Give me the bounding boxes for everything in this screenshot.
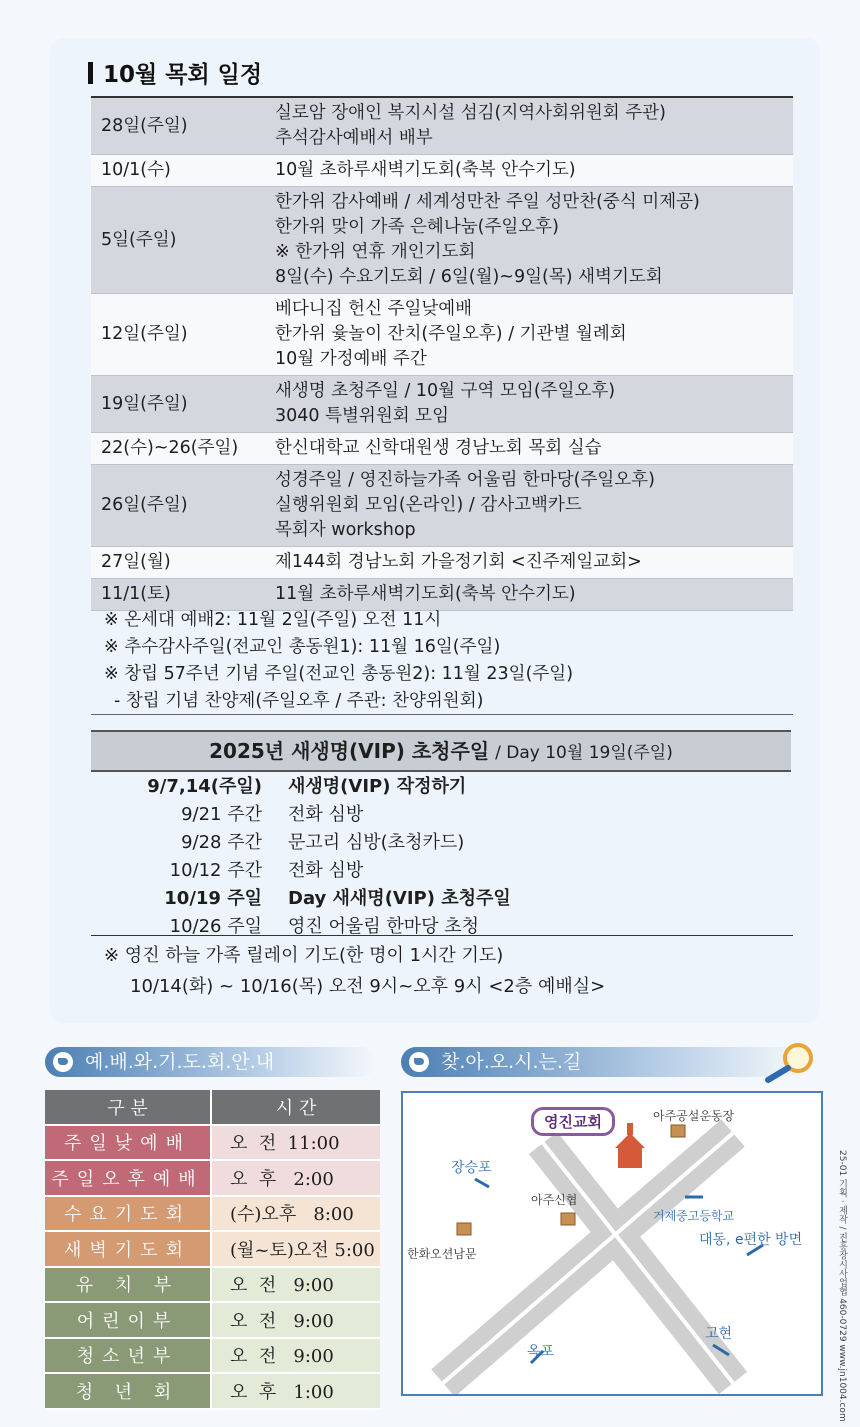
schedule-event-line: 실행위원회 모임(온라인) / 감사고백카드 (275, 495, 582, 515)
worship-name: 주일낮예배 (45, 1125, 211, 1161)
schedule-row (91, 155, 793, 187)
map-label-gohyeon: 고현 (705, 1326, 733, 1342)
schedule-date: 26일(주일) (101, 495, 188, 515)
schedule-note: ※ 온세대 예배2: 11월 2일(주일) 오전 11시 (104, 610, 442, 630)
vip-schedule-item (92, 773, 511, 801)
worship-time: 오 후 2:00 (211, 1160, 380, 1196)
church-label: 영진교회 (531, 1107, 615, 1136)
worship-row (45, 1196, 380, 1232)
worship-name: 청 년 회 (45, 1373, 211, 1409)
schedule-events (275, 465, 655, 546)
worship-time: 오 전 9:00 (211, 1267, 380, 1303)
worship-time: 오 전 9:00 (211, 1338, 380, 1374)
schedule-date: 28일(주일) (101, 115, 188, 136)
schedule-event-line: 추석감사예배서 배부 (275, 128, 433, 148)
bird-icon (53, 1052, 73, 1072)
vip-item-activity: Day 새새명(VIP) 초청주일 (288, 888, 511, 909)
vip-schedule-item (92, 829, 511, 857)
vip-schedule-item (92, 885, 511, 913)
map-label-highschool: 거제중고등학교 (653, 1209, 735, 1223)
worship-row (45, 1267, 380, 1303)
schedule-row (91, 465, 793, 547)
vip-item-activity: 영진 어울림 한마당 초청 (288, 916, 480, 937)
vip-item-date: 10/26 주일 (169, 916, 262, 937)
worship-time: 오 전 11:00 (211, 1125, 380, 1161)
schedule-row (91, 376, 793, 433)
schedule-events (275, 579, 576, 610)
schedule-row (91, 187, 793, 294)
schedule-notes (104, 607, 573, 715)
schedule-event-line: 8일(수) 수요기도회 / 6일(월)~9일(목) 새벽기도회 (275, 267, 663, 287)
vip-item-activity: 전화 심방 (288, 804, 364, 825)
worship-row (45, 1125, 380, 1161)
worship-name: 유 치 부 (45, 1267, 211, 1303)
schedule-events (275, 547, 642, 578)
worship-time: 오 전 9:00 (211, 1302, 380, 1338)
schedule-date: 11/1(토) (101, 584, 171, 604)
vip-item-activity: 전화 심방 (288, 860, 364, 881)
directions-header: 찾.아.오.시.는.길 (401, 1047, 801, 1077)
schedule-event-line: 실로암 장애인 복지시설 섬김(지역사회위원회 주관) (275, 103, 666, 123)
worship-time: 오 후 1:00 (211, 1373, 380, 1409)
schedule-events (275, 187, 700, 293)
schedule-event-line: ※ 한가위 연휴 개인기도회 (275, 242, 476, 262)
directions-map (401, 1091, 823, 1396)
vip-item-date: 9/21 주간 (181, 804, 262, 825)
vip-item-activity: 새생명(VIP) 작정하기 (288, 776, 467, 797)
schedule-date: 22(수)~26(주일) (101, 438, 239, 458)
relay-prayer-time: 10/14(화) ~ 10/16(목) 오전 9시~오후 9시 <2층 예배실> (130, 976, 606, 997)
schedule-event-line: 한가위 맞이 가족 은혜나눔(주일오후) (275, 217, 559, 237)
schedule-events (275, 433, 602, 464)
schedule-date: 27일(월) (101, 552, 171, 572)
vip-item-date: 10/12 주간 (169, 860, 262, 881)
divider (91, 714, 793, 715)
schedule-date: 10/1(수) (101, 160, 171, 180)
vip-banner-date: / Day 10월 19일(주일) (495, 743, 673, 763)
schedule-title: 10월 목회 일정 (88, 56, 262, 89)
schedule-row (91, 433, 793, 465)
schedule-event-line: 베다니집 헌신 주일낮예배 (275, 299, 473, 319)
relay-prayer-title: ※ 영진 하늘 가족 릴레이 기도(한 명이 1시간 기도) (104, 945, 504, 966)
vip-schedule-list (92, 773, 511, 941)
schedule-note: ※ 창립 57주년 기념 주일(전교인 총동원2): 11월 23일(주일) (104, 664, 574, 684)
schedule-events (275, 155, 576, 186)
schedule-event-line: 10월 가정예배 주간 (275, 349, 427, 369)
worship-times-table (45, 1090, 380, 1410)
schedule-event-line: 새생명 초청주일 / 10월 구역 모임(주일오후) (275, 381, 616, 401)
schedule-event-line: 한가위 감사예배 / 세계성만찬 주일 성만찬(중식 미제공) (275, 192, 700, 212)
schedule-row (91, 98, 793, 155)
vip-item-date: 10/19 주일 (164, 888, 262, 909)
side-credit-text: 25-01 기획 · 제작 / 진흥장시사업협 460-0729 www.jn1004.com (837, 1150, 847, 1422)
schedule-event-line: 10월 초하루새벽기도회(축복 안수기도) (275, 160, 576, 180)
vip-item-date: 9/28 주간 (181, 832, 262, 853)
schedule-event-line: 한가위 윷놀이 잔치(주일오후) / 기관별 월례회 (275, 324, 627, 344)
worship-name: 청소년부 (45, 1338, 211, 1374)
worship-row (45, 1160, 380, 1196)
map-label-shinhyup: 아주신협 (531, 1193, 578, 1207)
worship-row (45, 1302, 380, 1338)
schedule-event-line: 제144회 경남노회 가을정기회 <진주제일교회> (275, 552, 642, 572)
schedule-note: ※ 추수감사주일(전교인 총동원1): 11월 16일(주일) (104, 637, 501, 657)
worship-name: 새벽기도회 (45, 1231, 211, 1267)
vip-item-date: 9/7,14(주일) (147, 776, 262, 797)
vip-banner-title: 2025년 새생명(VIP) 초청주일 (209, 739, 490, 763)
schedule-events (275, 376, 615, 432)
schedule-date: 12일(주일) (101, 324, 188, 344)
schedule-date: 19일(주일) (101, 393, 188, 414)
vip-schedule-item (92, 913, 511, 941)
worship-row (45, 1231, 380, 1267)
schedule-event-line: 성경주일 / 영진하늘가족 어울림 한마당(주일오후) (275, 470, 655, 490)
header-category: 구 분 (45, 1090, 211, 1125)
schedule-table (91, 96, 793, 611)
map-label-stadium: 아주공설운동장 (653, 1109, 735, 1123)
worship-time: (수)오후 8:00 (211, 1196, 380, 1232)
schedule-event-line: 11월 초하루새벽기도회(축복 안수기도) (275, 584, 576, 604)
map-label-jangseungpo: 장승포 (451, 1160, 492, 1176)
header-time: 시 간 (211, 1090, 380, 1125)
divider (91, 935, 793, 936)
schedule-date: 5일(주일) (101, 229, 177, 250)
schedule-row (91, 547, 793, 579)
worship-row (45, 1373, 380, 1409)
map-label-okpo: 옥포 (527, 1344, 555, 1360)
worship-row (45, 1338, 380, 1374)
worship-guide-header: 예.배.와.기.도.회.안.내 (45, 1047, 375, 1077)
schedule-events (275, 294, 627, 375)
map-label-daedong: 대동, e편한 방면 (699, 1232, 803, 1248)
schedule-event-line: 한신대학교 신학대원생 경남노회 목회 실습 (275, 438, 602, 458)
vip-item-activity: 문고리 심방(초청카드) (288, 832, 465, 853)
bird-icon (409, 1052, 429, 1072)
worship-name: 주일오후예배 (45, 1160, 211, 1196)
vip-schedule-item (92, 801, 511, 829)
schedule-event-line: 3040 특별위원회 모임 (275, 406, 449, 426)
schedule-row (91, 294, 793, 376)
relay-prayer-note (104, 940, 605, 1002)
schedule-events (275, 98, 666, 154)
magnifier-icon (762, 1040, 820, 1084)
vip-schedule-item (92, 857, 511, 885)
worship-name: 어린이부 (45, 1302, 211, 1338)
schedule-note: - 창립 기념 찬양제(주일오후 / 주관: 찬양위원회) (114, 691, 484, 711)
map-label-hanwha: 한화오션남문 (407, 1247, 477, 1261)
vip-banner (91, 730, 791, 772)
worship-time: (월~토)오전 5:00 (211, 1231, 380, 1267)
schedule-event-line: 목회자 workshop (275, 520, 416, 540)
worship-name: 수요기도회 (45, 1196, 211, 1232)
